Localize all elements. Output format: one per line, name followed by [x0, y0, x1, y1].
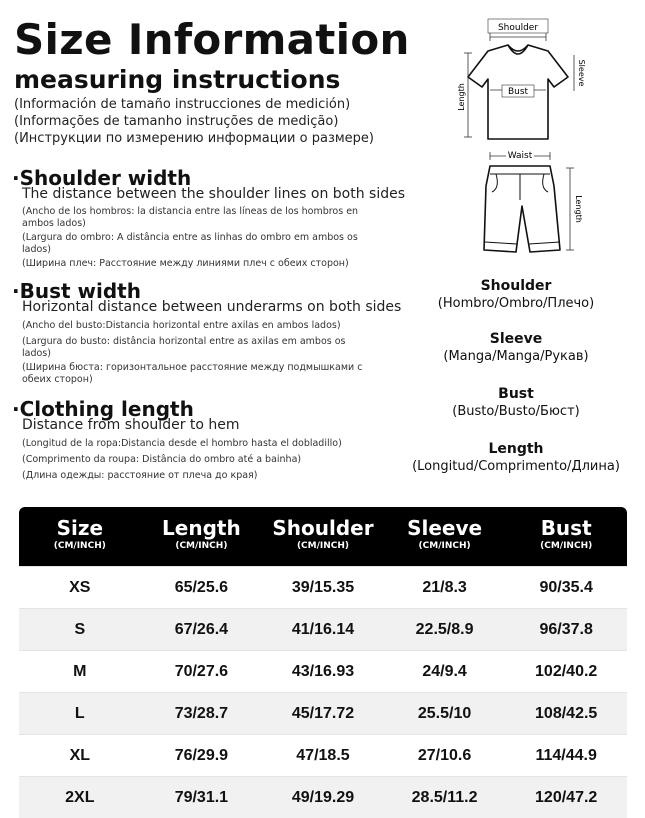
table-cell: 21/8.3 [422, 579, 467, 596]
section-heading-length: ·Clothing length [12, 397, 194, 421]
diagram-label-shoulder: Shoulder [497, 23, 539, 33]
table-cell: 39/15.35 [291, 579, 355, 596]
table-cell: 73/28.7 [174, 705, 229, 722]
section-heading-bust: ·Bust width [12, 279, 141, 303]
legend-translation: (Busto/Busto/Бюст) [452, 404, 580, 419]
table-cell: 41/16.14 [291, 621, 355, 638]
legend-item-bust [396, 385, 636, 420]
legend-translation: (Manga/Manga/Рукав) [443, 349, 589, 364]
legend-term: Shoulder [480, 278, 552, 294]
page-title: Size Information [14, 15, 410, 64]
column-header-size: Size (CM/INCH) [53, 516, 106, 551]
table-cell: 27/10.6 [417, 747, 472, 764]
subtitle-translation-es: (Información de tamaño instrucciones de medición) [14, 97, 351, 112]
table-cell: 90/35.4 [539, 579, 593, 596]
section-translation: (Longitud de la ropa:Distancia desde el hombro hasta el dobladillo) [22, 438, 342, 449]
section-desc-shoulder: The distance between the shoulder lines on both sides [22, 186, 406, 202]
diagram-label-bust: Bust [507, 87, 529, 97]
table-cell: 79/31.1 [174, 789, 229, 806]
table-row [19, 692, 627, 734]
section-desc-bust: Horizontal distance between underarms on both sides [22, 299, 402, 315]
legend-term: Length [488, 441, 544, 457]
shorts-diagram [470, 146, 590, 256]
legend-item-length [396, 440, 636, 475]
column-header-length: Length (CM/INCH) [162, 516, 241, 551]
subtitle-translation-pt: (Informações de tamanho instruções de medição) [14, 114, 339, 129]
size-table [19, 507, 627, 818]
table-cell: XL [69, 747, 91, 764]
table-cell: L [74, 705, 85, 722]
section-heading-shoulder: ·Shoulder width [12, 166, 192, 190]
table-cell: 114/44.9 [535, 747, 597, 764]
table-cell: 2XL [65, 789, 95, 806]
column-header-bust: Bust (CM/INCH) [540, 516, 593, 551]
diagram-label-shorts-length: Length [574, 195, 583, 223]
tshirt-diagram [452, 15, 586, 155]
section-translation: (Largura do ombro: A distância entre as linhas do ombro em ambos os lados) [22, 232, 358, 255]
section-desc-length: Distance from shoulder to hem [22, 417, 240, 433]
section-translation: (Comprimento da roupa: Distância do ombro até a bainha) [22, 454, 302, 465]
table-row [19, 608, 627, 650]
table-cell: M [73, 663, 87, 680]
table-cell: 24/9.4 [422, 663, 467, 680]
table-row [19, 566, 627, 608]
table-cell: 102/40.2 [535, 663, 598, 680]
section-translation: (Largura do busto: distância horizontal entre as axilas em ambos os lados) [22, 336, 346, 359]
table-cell: 43/16.93 [291, 663, 355, 680]
table-cell: 67/26.4 [174, 621, 229, 638]
section-translation: (Ширина бюста: горизонтальное расстояние между подмышками с обеих сторон) [22, 362, 363, 385]
table-cell: 28.5/11.2 [411, 789, 478, 806]
legend-item-sleeve [396, 330, 636, 365]
section-translation: (Ancho de los hombros: la distancia entre las líneas de los hombros en ambos lados) [22, 206, 359, 229]
section-translation: (Ширина плеч: Расстояние между линиями плеч с обеих сторон) [22, 258, 349, 269]
column-header-shoulder: Shoulder (CM/INCH) [272, 516, 374, 551]
diagram-label-sleeve: Sleeve [577, 59, 586, 87]
table-cell: 22.5/8.9 [415, 621, 474, 638]
table-cell: XS [69, 579, 91, 596]
table-cell: 47/18.5 [296, 747, 350, 764]
diagram-label-waist: Waist [507, 151, 533, 161]
table-row [19, 776, 627, 818]
table-cell: S [74, 621, 86, 638]
table-cell: 45/17.72 [291, 705, 355, 722]
legend-translation: (Hombro/Ombro/Плечо) [437, 296, 595, 311]
section-translation: (Длина одежды: расстояние от плеча до края) [22, 470, 258, 481]
section-translation: (Ancho del busto:Distancia horizontal entre axilas en ambos lados) [22, 320, 341, 331]
table-header [19, 507, 627, 566]
legend-item-shoulder [396, 277, 636, 312]
table-cell: 25.5/10 [417, 705, 472, 722]
legend-term: Bust [498, 386, 534, 402]
column-header-sleeve: Sleeve (CM/INCH) [407, 516, 483, 551]
table-row [19, 734, 627, 776]
table-cell: 49/19.29 [291, 789, 355, 806]
table-cell: 65/25.6 [174, 579, 229, 596]
table-body [19, 566, 627, 818]
page-subtitle: measuring instructions [14, 65, 341, 94]
table-cell: 96/37.8 [539, 621, 593, 638]
subtitle-translation-ru: (Инструкции по измерению информации о размере) [14, 131, 374, 146]
table-cell: 76/29.9 [174, 747, 229, 764]
legend-translation: (Longitud/Comprimento/Длина) [412, 459, 620, 474]
table-cell: 108/42.5 [535, 705, 598, 722]
table-cell: 120/47.2 [535, 789, 598, 806]
legend-term: Sleeve [489, 331, 543, 347]
diagram-label-length: Length [457, 83, 466, 111]
table-row [19, 650, 627, 692]
table-cell: 70/27.6 [174, 663, 229, 680]
